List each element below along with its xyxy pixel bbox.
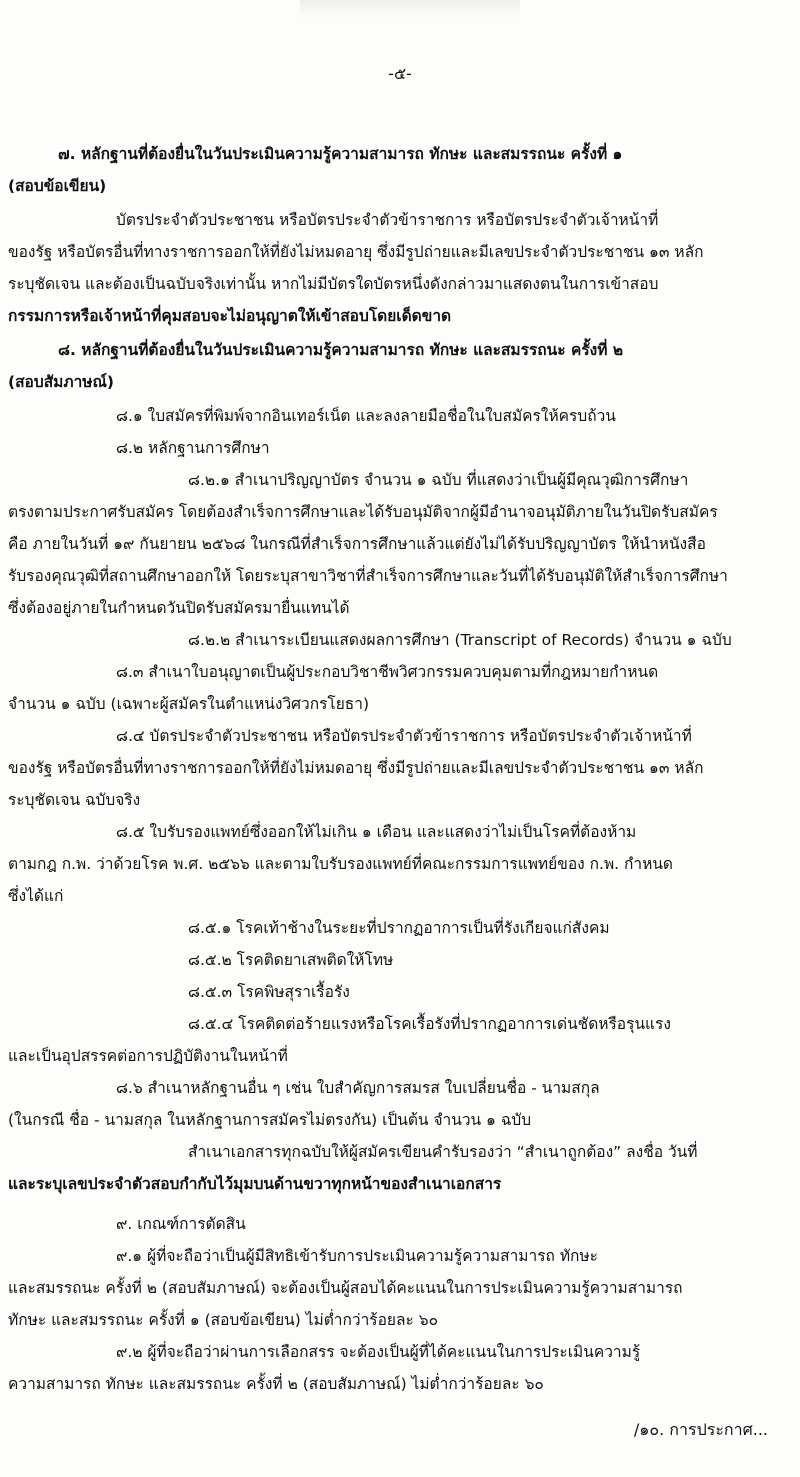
item-8-5-2: ๘.๕.๒ โรคติดยาเสพติดให้โทษ [188,951,394,969]
copy-certification-note: สำเนาเอกสารทุกฉบับให้ผู้สมัครเขียนคำรับรองว่า “สำเนาถูกต้อง” ลงชื่อ วันที่ [188,1143,698,1161]
section7-paragraph-line: ของรัฐ หรือบัตรอื่นที่ทางราชการออกให้ที่ยังไม่หมดอายุ ซึ่งมีรูปถ่ายและมีเลขประจำตัวประชาชน ๑๓ หลัก [8,243,704,261]
item-8-2-2: ๘.๒.๒ สำเนาระเบียนแสดงผลการศึกษา (Transcript of Records) จำนวน ๑ ฉบับ [188,631,732,649]
item-9-2: ๙.๒ ผู้ที่จะถือว่าผ่านการเลือกสรร จะต้องเป็นผู้ที่ได้คะแนนในการประเมินความรู้ [116,1343,641,1361]
item-8-4: ๘.๔ บัตรประจำตัวประชาชน หรือบัตรประจำตัวข้าราชการ หรือบัตรประจำตัวเจ้าหน้าที่ [116,727,692,745]
item-8-5-line: ซึ่งได้แก่ [8,887,64,905]
item-8-6-line: (ในกรณี ชื่อ - นามสกุล ในหลักฐานการสมัครไม่ตรงกัน) เป็นต้น จำนวน ๑ ฉบับ [8,1111,532,1129]
item-8-2-1-line: รับรองคุณวุฒิที่สถานศึกษาออกให้ โดยระบุสาขาวิชาที่สำเร็จการศึกษาและวันที่ได้รับอนุมัติให้สำเร็จการศึกษา [8,567,728,585]
item-8-6: ๘.๖ สำเนาหลักฐานอื่น ๆ เช่น ใบสำคัญการสมรส ใบเปลี่ยนชื่อ - นามสกุล [116,1079,600,1097]
item-9-1-line: และสมรรถนะ ครั้งที่ ๒ (สอบสัมภาษณ์) จะต้องเป็นผู้สอบได้คะแนนในการประเมินความรู้ความสามารถ [8,1279,683,1297]
section7-paragraph-line: บัตรประจำตัวประชาชน หรือบัตรประจำตัวข้าราชการ หรือบัตรประจำตัวเจ้าหน้าที่ [116,211,659,229]
item-8-4-line: ของรัฐ หรือบัตรอื่นที่ทางราชการออกให้ที่ยังไม่หมดอายุ ซึ่งมีรูปถ่ายและมีเลขประจำตัวประชาชน ๑๓ หลัก [8,759,704,777]
item-8-2: ๘.๒ หลักฐานการศึกษา [116,439,270,457]
section8-heading: ๘. หลักฐานที่ต้องยื่นในวันประเมินความรู้ความสามารถ ทักษะ และสมรรถนะ ครั้งที่ ๒ [58,341,624,359]
item-8-5-line: ตามกฎ ก.พ. ว่าด้วยโรค พ.ศ. ๒๕๖๖ และตามใบรับรองแพทย์ที่คณะกรรมการแพทย์ของ ก.พ. กำหนด [8,855,673,873]
item-9-1-line: ทักษะ และสมรรถนะ ครั้งที่ ๑ (สอบข้อเขียน) ไม่ต่ำกว่าร้อยละ ๖๐ [8,1311,439,1329]
item-8-5-3: ๘.๕.๓ โรคพิษสุราเรื้อรัง [188,983,350,1001]
item-8-3-line: จำนวน ๑ ฉบับ (เฉพาะผู้สมัครในตำแหน่งวิศวกรโยธา) [8,695,370,713]
section9-heading: ๙. เกณฑ์การตัดสิน [116,1215,246,1233]
item-8-5-1: ๘.๕.๑ โรคเท้าช้างในระยะที่ปรากฏอาการเป็นที่รังเกียจแก่สังคม [188,919,610,937]
section8-heading-cont: (สอบสัมภาษณ์) [8,373,114,391]
section7-heading: ๗. หลักฐานที่ต้องยื่นในวันประเมินความรู้ความสามารถ ทักษะ และสมรรถนะ ครั้งที่ ๑ [58,145,623,163]
item-9-1: ๙.๑ ผู้ที่จะถือว่าเป็นผู้มีสิทธิเข้ารับการประเมินความรู้ความสามารถ ทักษะ [116,1247,598,1265]
item-8-2-1-line: คือ ภายในวันที่ ๑๙ กันยายน ๒๕๖๘ ในกรณีที่สำเร็จการศึกษาแล้วแต่ยังไม่ได้รับปริญญาบัตร ให้นำหนังสือ [8,535,706,553]
page-number: -๕- [388,64,412,83]
item-8-2-1-line: ตรงตามประกาศรับสมัคร โดยต้องสำเร็จการศึกษาและได้รับอนุมัติจากผู้มีอำนาจอนุมัติภายในวันปิดรับสมัคร [8,503,718,521]
item-8-5-4-line: และเป็นอุปสรรคต่อการปฏิบัติงานในหน้าที่ [8,1047,288,1065]
item-8-3: ๘.๓ สำเนาใบอนุญาตเป็นผู้ประกอบวิชาชีพวิศวกรรมควบคุมตามที่กฎหมายกำหนด [116,663,659,681]
continuation-marker: /๑๐. การประกาศ... [633,1420,768,1439]
section7-paragraph-line: กรรมการหรือเจ้าหน้าที่คุมสอบจะไม่อนุญาตให้เข้าสอบโดยเด็ดขาด [8,307,452,325]
item-8-1: ๘.๑ ใบสมัครที่พิมพ์จากอินเทอร์เน็ต และลงลายมือชื่อในใบสมัครให้ครบถ้วน [116,407,616,425]
item-8-2-1-line: ซึ่งต้องอยู่ภายในกำหนดวันปิดรับสมัครมายื่นแทนได้ [8,599,350,617]
scan-artifact [300,0,520,18]
item-8-2-1: ๘.๒.๑ สำเนาปริญญาบัตร จำนวน ๑ ฉบับ ที่แสดงว่าเป็นผู้มีคุณวุฒิการศึกษา [188,471,689,489]
item-8-4-line: ระบุชัดเจน ฉบับจริง [8,791,141,809]
copy-certification-note-line: และระบุเลขประจำตัวสอบกำกับไว้มุมบนด้านขวาทุกหน้าของสำเนาเอกสาร [8,1175,502,1193]
section7-heading-cont: (สอบข้อเขียน) [8,177,107,195]
item-8-5-4: ๘.๕.๔ โรคติดต่อร้ายแรงหรือโรคเรื้อรังที่ปรากฏอาการเด่นชัดหรือรุนแรง [188,1015,671,1033]
item-8-5: ๘.๕ ใบรับรองแพทย์ซึ่งออกให้ไม่เกิน ๑ เดือน และแสดงว่าไม่เป็นโรคที่ต้องห้าม [116,823,637,841]
section7-paragraph-line: ระบุชัดเจน และต้องเป็นฉบับจริงเท่านั้น หากไม่มีบัตรใดบัตรหนึ่งดังกล่าวมาแสดงตนในการเข้าสอบ [8,275,659,293]
item-9-2-line: ความสามารถ ทักษะ และสมรรถนะ ครั้งที่ ๒ (สอบสัมภาษณ์) ไม่ต่ำกว่าร้อยละ ๖๐ [8,1375,544,1393]
